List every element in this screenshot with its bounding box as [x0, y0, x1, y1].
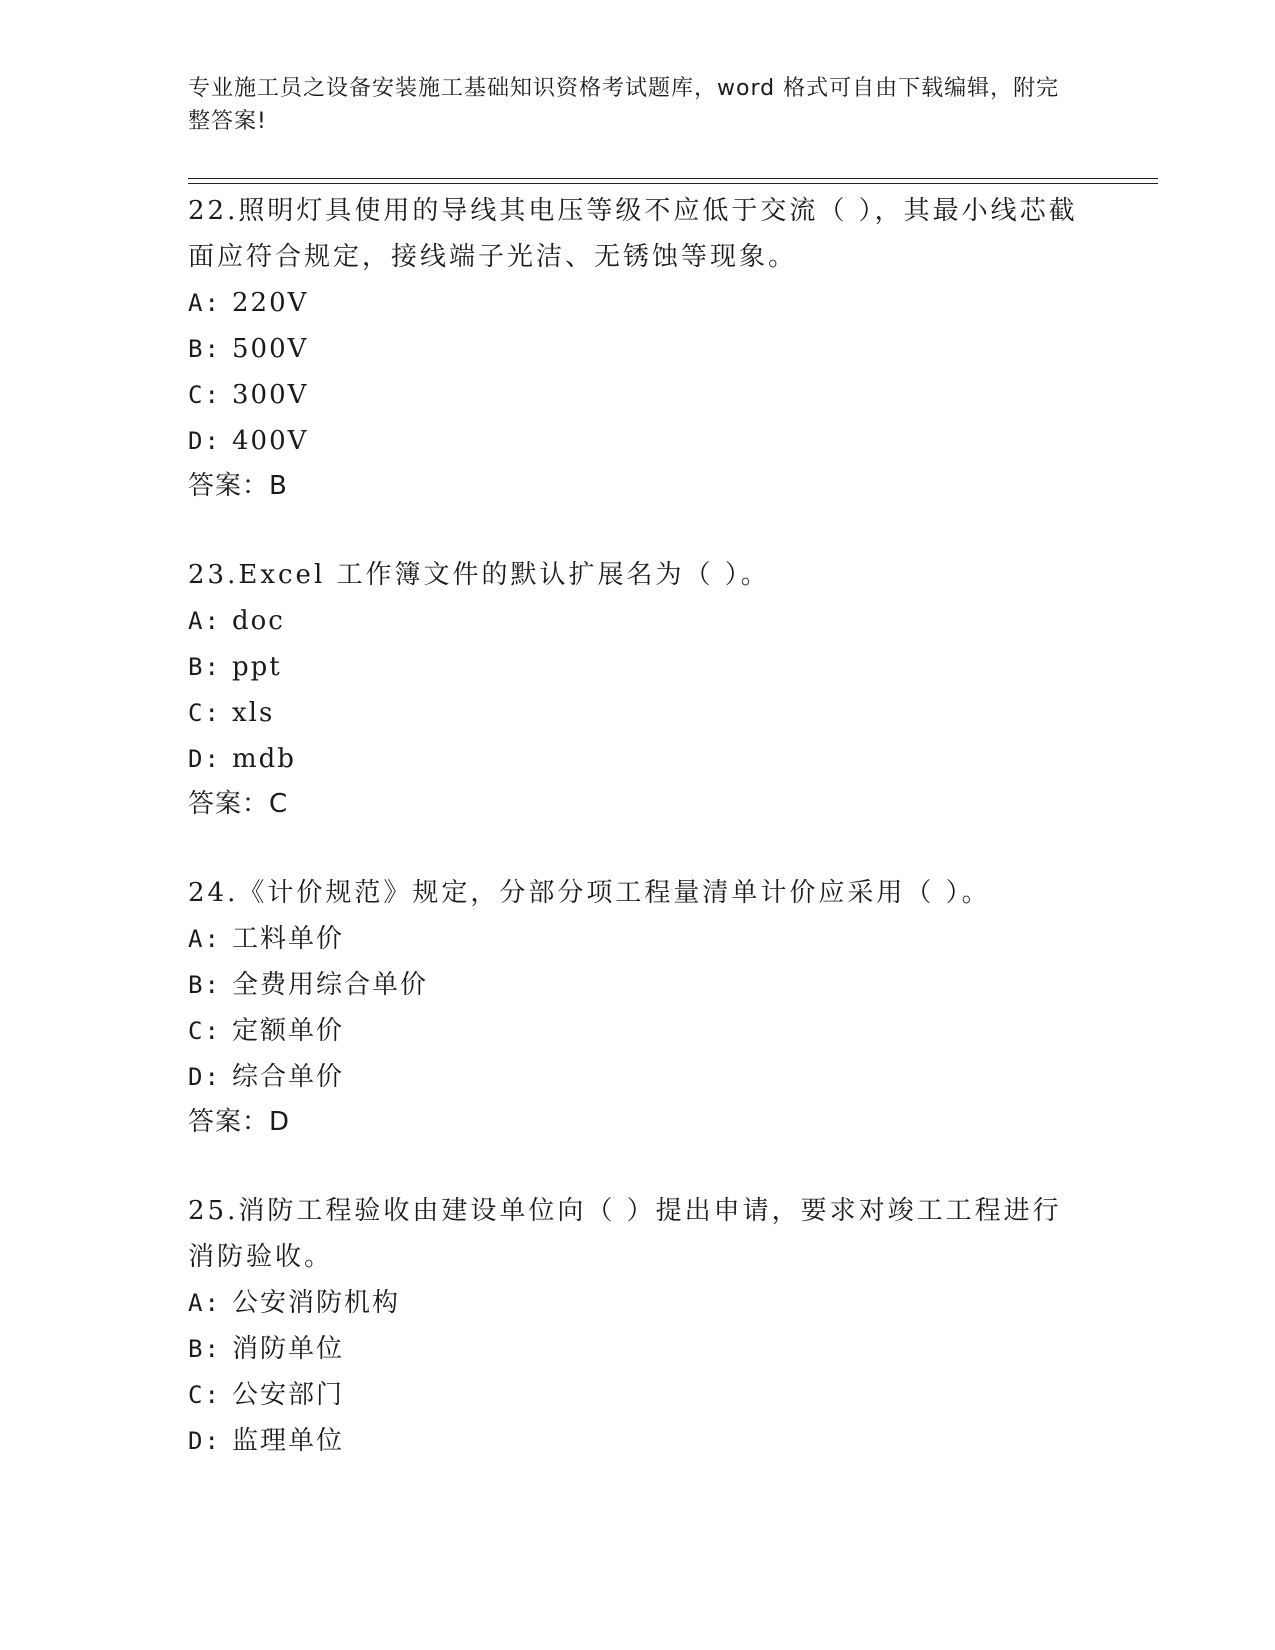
- option-b: [188, 962, 1088, 1008]
- answer-line: 答案：C: [188, 789, 289, 819]
- option-text: 全费用综合单价: [232, 970, 429, 1000]
- option-c: [188, 372, 1088, 418]
- option-letter: A:: [188, 925, 221, 953]
- spacer: [188, 508, 1088, 552]
- option-letter: B:: [188, 335, 221, 363]
- option-d: [188, 1418, 1088, 1464]
- question-22: [188, 188, 1088, 508]
- option-b: [188, 326, 1088, 372]
- option-d: [188, 418, 1088, 464]
- option-letter: C:: [188, 1017, 221, 1045]
- option-a: [188, 280, 1088, 326]
- option-a: [188, 598, 1088, 644]
- option-text: 220V: [232, 288, 309, 318]
- option-c: [188, 690, 1088, 736]
- option-letter: D:: [188, 1063, 221, 1091]
- option-a: [188, 1280, 1088, 1326]
- option-letter: A:: [188, 1289, 221, 1317]
- option-text: 400V: [232, 426, 309, 456]
- option-c: [188, 1372, 1088, 1418]
- header-divider-bottom: [188, 183, 1158, 184]
- option-text: 500V: [232, 334, 309, 364]
- question-stem: 24.《计价规范》规定，分部分项工程量清单计价应采用（ ）。: [188, 878, 991, 908]
- option-text: ppt: [232, 652, 282, 682]
- option-text: mdb: [232, 744, 296, 774]
- question-23: [188, 552, 1088, 826]
- option-letter: A:: [188, 289, 221, 317]
- option-letter: C:: [188, 1381, 221, 1409]
- question-list: [188, 188, 1088, 1464]
- option-letter: A:: [188, 607, 221, 635]
- question-stem: 25.消防工程验收由建设单位向（ ）提出申请，要求对竣工工程进行消防验收。: [188, 1196, 1062, 1272]
- option-letter: B:: [188, 971, 221, 999]
- document-header: 专业施工员之设备安装施工基础知识资格考试题库，word 格式可自由下载编辑，附完整答案!: [188, 76, 1060, 134]
- option-letter: B:: [188, 653, 221, 681]
- spacer: [188, 1144, 1088, 1188]
- spacer: [188, 826, 1088, 870]
- option-list: [188, 916, 1088, 1100]
- option-text: 公安消防机构: [232, 1288, 401, 1318]
- option-text: 公安部门: [232, 1380, 345, 1410]
- question-stem: 23.Excel 工作簿文件的默认扩展名为（ ）。: [188, 560, 770, 590]
- question-stem: 22.照明灯具使用的导线其电压等级不应低于交流（ ），其最小线芯截面应符合规定，接线端子光洁、无锈蚀等现象。: [188, 196, 1078, 272]
- question-24: [188, 870, 1088, 1144]
- option-letter: C:: [188, 699, 221, 727]
- option-list: [188, 1280, 1088, 1464]
- option-c: [188, 1008, 1088, 1054]
- answer-line: 答案：B: [188, 471, 288, 501]
- option-text: xls: [232, 698, 275, 728]
- option-text: 监理单位: [232, 1426, 345, 1456]
- option-list: [188, 598, 1088, 782]
- option-d: [188, 1054, 1088, 1100]
- option-letter: D:: [188, 427, 221, 455]
- option-b: [188, 644, 1088, 690]
- option-a: [188, 916, 1088, 962]
- option-text: 300V: [232, 380, 309, 410]
- option-text: doc: [232, 606, 285, 636]
- option-letter: C:: [188, 381, 221, 409]
- answer-line: 答案：D: [188, 1107, 291, 1137]
- question-25: [188, 1188, 1088, 1464]
- header-divider-top: [188, 178, 1158, 179]
- option-letter: B:: [188, 1335, 221, 1363]
- option-b: [188, 1326, 1088, 1372]
- option-d: [188, 736, 1088, 782]
- option-text: 定额单价: [232, 1016, 345, 1046]
- option-text: 消防单位: [232, 1334, 345, 1364]
- option-text: 综合单价: [232, 1062, 345, 1092]
- option-text: 工料单价: [232, 924, 345, 954]
- option-letter: D:: [188, 1427, 221, 1455]
- option-letter: D:: [188, 745, 221, 773]
- option-list: [188, 280, 1088, 464]
